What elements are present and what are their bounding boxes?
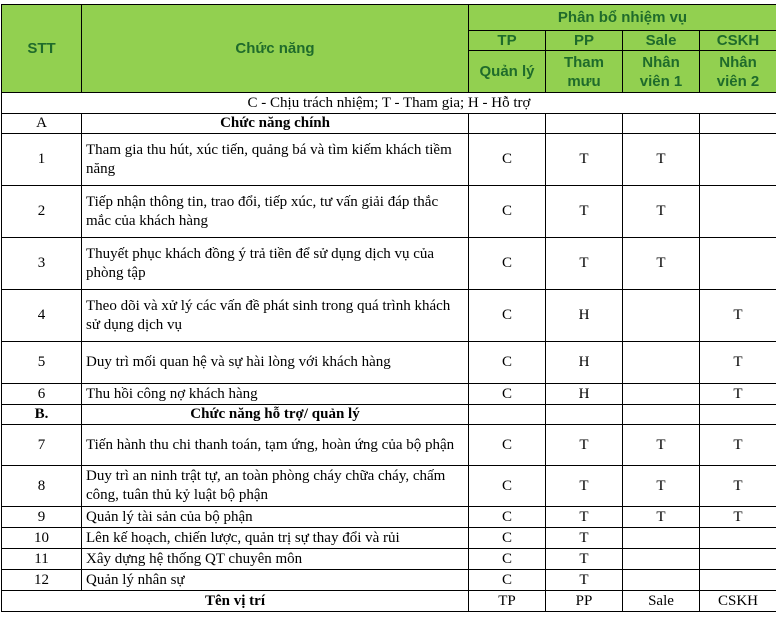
cell-sale — [623, 384, 700, 405]
row-stt: 7 — [2, 425, 82, 466]
row-stt: 12 — [2, 570, 82, 591]
header-role-cskh: Nhân viên 2 — [700, 51, 776, 93]
row-function-text: Quản lý tài sản của bộ phận — [82, 507, 469, 528]
cell-sale: T — [623, 186, 700, 238]
cell-sale: T — [623, 507, 700, 528]
cell-cskh — [700, 186, 776, 238]
cell-tp: C — [469, 528, 546, 549]
section-b-empty — [700, 405, 776, 425]
row-stt: 2 — [2, 186, 82, 238]
row-function-text: Thu hồi công nợ khách hàng — [82, 384, 469, 405]
cell-sale — [623, 528, 700, 549]
section-a-empty — [700, 114, 776, 134]
footer-position-pp: PP — [546, 591, 623, 612]
table-row — [2, 290, 776, 342]
cell-cskh — [700, 549, 776, 570]
header-role-pp: Tham mưu — [546, 51, 623, 93]
table-row — [2, 186, 776, 238]
row-stt: 11 — [2, 549, 82, 570]
row-stt: 8 — [2, 466, 82, 507]
cell-pp: T — [546, 238, 623, 290]
section-b-empty — [623, 405, 700, 425]
footer-position-tp: TP — [469, 591, 546, 612]
cell-pp: T — [546, 425, 623, 466]
cell-sale — [623, 290, 700, 342]
cell-pp: T — [546, 507, 623, 528]
cell-tp: C — [469, 425, 546, 466]
responsibility-table — [1, 4, 776, 612]
table-row — [2, 549, 776, 570]
table-row — [2, 134, 776, 186]
header-dept-sale: Sale — [623, 31, 700, 51]
cell-tp: C — [469, 384, 546, 405]
section-b-empty — [546, 405, 623, 425]
row-stt: 6 — [2, 384, 82, 405]
row-function-text: Duy trì mối quan hệ và sự hài lòng với khách hàng — [82, 342, 469, 384]
row-function-text: Quản lý nhân sự — [82, 570, 469, 591]
cell-sale: T — [623, 466, 700, 507]
header-dept-pp: PP — [546, 31, 623, 51]
row-stt: 10 — [2, 528, 82, 549]
cell-pp: H — [546, 342, 623, 384]
footer-label: Tên vị trí — [2, 591, 469, 612]
table-row — [2, 466, 776, 507]
section-a-title: Chức năng chính — [82, 114, 469, 134]
section-a-stt: A — [2, 114, 82, 134]
cell-tp: C — [469, 549, 546, 570]
table-row — [2, 384, 776, 405]
row-function-text: Tiến hành thu chi thanh toán, tạm ứng, hoàn ứng của bộ phận — [82, 425, 469, 466]
row-function-text: Theo dõi và xử lý các vấn đề phát sinh trong quá trình khách sử dụng dịch vụ — [82, 290, 469, 342]
section-a-row — [2, 114, 776, 134]
cell-cskh: T — [700, 342, 776, 384]
cell-cskh: T — [700, 290, 776, 342]
legend: C - Chịu trách nhiệm; T - Tham gia; H - Hỗ trợ — [2, 93, 776, 114]
cell-tp: C — [469, 466, 546, 507]
table-row — [2, 570, 776, 591]
cell-pp: T — [546, 570, 623, 591]
header-dept-cskh: CSKH — [700, 31, 776, 51]
cell-pp: T — [546, 549, 623, 570]
cell-pp: T — [546, 466, 623, 507]
cell-sale — [623, 549, 700, 570]
header-role-tp: Quản lý — [469, 51, 546, 93]
cell-cskh — [700, 238, 776, 290]
cell-sale — [623, 570, 700, 591]
cell-sale: T — [623, 238, 700, 290]
section-a-empty — [469, 114, 546, 134]
table-row — [2, 507, 776, 528]
footer-position-sale: Sale — [623, 591, 700, 612]
header-function: Chức năng — [82, 5, 469, 93]
header-role-sale: Nhân viên 1 — [623, 51, 700, 93]
table-row — [2, 528, 776, 549]
row-function-text: Thuyết phục khách đồng ý trả tiền để sử dụng dịch vụ của phòng tập — [82, 238, 469, 290]
row-function-text: Tham gia thu hút, xúc tiến, quảng bá và tìm kiếm khách tiềm năng — [82, 134, 469, 186]
cell-cskh — [700, 134, 776, 186]
row-stt: 1 — [2, 134, 82, 186]
row-function-text: Tiếp nhận thông tin, trao đổi, tiếp xúc, tư vấn giải đáp thắc mắc của khách hàng — [82, 186, 469, 238]
cell-sale: T — [623, 134, 700, 186]
cell-tp: C — [469, 507, 546, 528]
section-a-empty — [546, 114, 623, 134]
section-b-stt: B. — [2, 405, 82, 425]
row-stt: 9 — [2, 507, 82, 528]
header-stt: STT — [2, 5, 82, 93]
cell-cskh: T — [700, 425, 776, 466]
footer-position-cskh: CSKH — [700, 591, 776, 612]
cell-tp: C — [469, 290, 546, 342]
section-b-row — [2, 405, 776, 425]
cell-tp: C — [469, 134, 546, 186]
header-allocation: Phân bổ nhiệm vụ — [469, 5, 776, 31]
cell-tp: C — [469, 238, 546, 290]
row-stt: 3 — [2, 238, 82, 290]
cell-cskh: T — [700, 466, 776, 507]
cell-pp: T — [546, 528, 623, 549]
table-row — [2, 425, 776, 466]
cell-pp: T — [546, 186, 623, 238]
cell-cskh: T — [700, 507, 776, 528]
cell-tp: C — [469, 186, 546, 238]
cell-pp: T — [546, 134, 623, 186]
cell-pp: H — [546, 290, 623, 342]
section-b-title: Chức năng hỗ trợ/ quản lý — [82, 405, 469, 425]
row-function-text: Xây dựng hệ thống QT chuyên môn — [82, 549, 469, 570]
section-b-empty — [469, 405, 546, 425]
table-row — [2, 342, 776, 384]
section-a-empty — [623, 114, 700, 134]
cell-sale — [623, 342, 700, 384]
footer-row — [2, 591, 776, 612]
row-function-text: Lên kế hoạch, chiến lược, quản trị sự thay đổi và rủi — [82, 528, 469, 549]
cell-pp: H — [546, 384, 623, 405]
cell-tp: C — [469, 570, 546, 591]
row-function-text: Duy trì an ninh trật tự, an toàn phòng cháy chữa cháy, chấm công, tuân thủ kỷ luật bộ phận — [82, 466, 469, 507]
cell-cskh — [700, 528, 776, 549]
row-stt: 5 — [2, 342, 82, 384]
cell-sale: T — [623, 425, 700, 466]
header-dept-tp: TP — [469, 31, 546, 51]
cell-cskh: T — [700, 384, 776, 405]
table-row — [2, 238, 776, 290]
row-stt: 4 — [2, 290, 82, 342]
cell-tp: C — [469, 342, 546, 384]
cell-cskh — [700, 570, 776, 591]
